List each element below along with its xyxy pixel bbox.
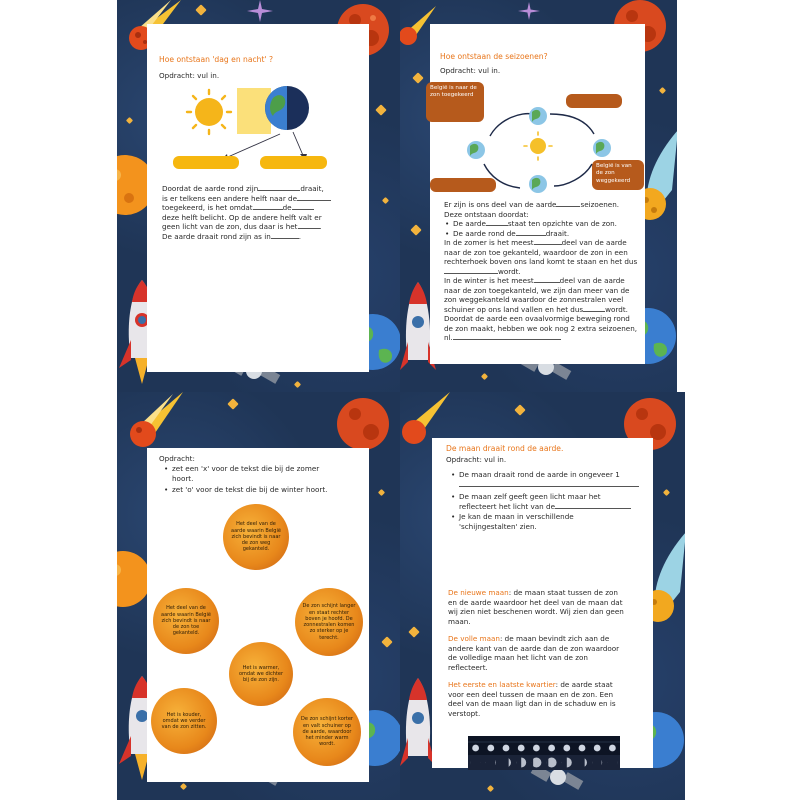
- instruction: Opdracht:: [159, 454, 195, 463]
- instruction-list: [163, 464, 333, 495]
- moon-phase-icon: [503, 745, 510, 752]
- list-item: • De maan zelf geeft geen licht maar het reflecteert het licht van de: [450, 492, 646, 511]
- answer-blank[interactable]: [555, 503, 631, 509]
- page-title: De maan draait rond de aarde.: [446, 444, 564, 453]
- text-line: In de winter is het meest deel van de aarde: [444, 276, 625, 285]
- moon-shadow: [607, 758, 617, 768]
- cause-list: [444, 219, 644, 238]
- worksheet-seasons: [400, 0, 677, 392]
- statement-ball[interactable]: Het deel van de aarde waarin België zich bevindt is naar de zon weg gekanteld.: [223, 504, 289, 570]
- moon-shadow: [531, 758, 533, 768]
- text-line: is er telkens een andere helft naar de: [162, 194, 362, 204]
- statement-ball[interactable]: De zon schijnt langer en staat rechter boven je hoofd. De zonnestralen komen zo sterker op je terecht.: [295, 588, 363, 656]
- moon-shadow: [592, 758, 601, 768]
- paragraph-full-moon: De volle maan: de maan bevindt zich aan de andere kant van de aarde dan de zon waardoor de volledige maan het licht van de zon reflecteert.: [448, 634, 620, 672]
- moon-phases-diagram: [468, 736, 620, 770]
- answer-bar-right[interactable]: [260, 156, 327, 169]
- list-item: • De aarde staat ten opzichte van de zon.: [444, 219, 644, 229]
- seasons-text: [444, 200, 644, 343]
- text-line: zon weggekanteld waardoor de zonnestralen veel: [444, 295, 624, 304]
- moon-shadow: [577, 758, 585, 768]
- moon-phase-icon: [609, 745, 616, 752]
- moon-shadow: [516, 758, 521, 768]
- sparkle-icon: [245, 0, 275, 22]
- answer-blank[interactable]: [253, 204, 283, 210]
- comet-icon: [121, 392, 183, 452]
- paragraph-new-moon: De nieuwe maan: de maan staat tussen de zon en de aarde waardoor het deel van de maan dat wij zien niet beschenen wordt. Wij zien dan geen maan.: [448, 588, 624, 626]
- list-item: • De maan draait rond de aarde in ongeveer 1: [450, 470, 646, 489]
- moon-list: [450, 470, 646, 531]
- answer-blank[interactable]: [516, 230, 546, 236]
- answer-blank[interactable]: [297, 195, 331, 201]
- moon-shadow: [547, 758, 549, 768]
- earth-icon: [529, 107, 547, 125]
- statement-ball[interactable]: De zon schijnt korter en valt schuiner op de aarde, waardoor het minder warm wordt.: [293, 698, 361, 766]
- answer-blank[interactable]: [298, 223, 320, 229]
- earth-icon: [467, 141, 485, 159]
- moon-phase-icon: [579, 745, 586, 752]
- text-line: rechterhoek boven ons land komt te staan en het dus: [444, 257, 638, 266]
- instruction: Opdracht: vul in.: [159, 71, 220, 80]
- text-line: wordt.: [444, 267, 644, 277]
- answer-blank[interactable]: [486, 220, 508, 226]
- moon-phases-text: [448, 588, 648, 718]
- text-line: deze helft belicht. Op de andere helft valt er: [162, 212, 322, 222]
- tag-away-sun: België is van de zon weggekeerd: [592, 160, 644, 190]
- earth-icon: [265, 86, 309, 130]
- answer-blank[interactable]: [453, 334, 561, 340]
- sparkle-icon: [518, 2, 540, 20]
- worksheet-page: [147, 24, 369, 372]
- moon-phase-icon: [594, 745, 601, 752]
- instruction: Opdracht: vul in.: [440, 66, 501, 75]
- answer-blank[interactable]: [258, 185, 300, 191]
- worksheet-page: [430, 24, 645, 364]
- text-line: De aarde draait rond zijn as in .: [162, 231, 302, 241]
- worksheet-page: [432, 438, 653, 768]
- statement-ball[interactable]: Het is kouder, omdat we verder van de zon zitten.: [151, 688, 217, 754]
- instruction: Opdracht: vul in.: [446, 455, 507, 464]
- moon-phase-icon: [472, 745, 479, 752]
- moon-phase-icon: [533, 745, 540, 752]
- fill-in-paragraph: [162, 184, 362, 241]
- paragraph-quarter-moon: Het eerste en laatste kwartier: de aarde staat voor een deel tussen de maan en de zon. Een deel van de maan ligt dan in de schaduw en is verstopt.: [448, 680, 616, 718]
- list-item: • De aarde rond de draait.: [444, 229, 644, 239]
- text-line: naar de zon toe gekanteld, waardoor de zon in een: [444, 247, 628, 257]
- text-line: geen licht van de zon, dus daar is het .: [162, 222, 322, 231]
- statement-ball[interactable]: Het is warmer, omdat we dichter bij de zon zijn.: [229, 642, 293, 706]
- moon-phase-icon: [518, 745, 525, 752]
- moon-phase-icon: [487, 745, 494, 752]
- worksheet-day-night: [117, 0, 400, 392]
- list-item: • zet een 'x' voor de tekst die bij de zomer hoort.: [163, 464, 333, 483]
- moon-shadow: [471, 758, 481, 768]
- text-line: naar de zon toegekanteld, we zijn dan meer van de: [444, 285, 630, 295]
- worksheet-summer-winter: [117, 392, 400, 800]
- moon-shadow: [562, 758, 567, 768]
- answer-bar-left[interactable]: [173, 156, 239, 169]
- text-line: Er zijn is ons deel van de aarde seizoenen.: [444, 200, 620, 209]
- sun-icon: [524, 132, 552, 160]
- page-title: Hoe ontstaan de seizoenen?: [440, 52, 548, 61]
- text-line: toegekeerd, is het omdat de: [162, 203, 362, 213]
- text-line: de zon maakt, hebben we ook nog 2 extra seizoenen,: [444, 323, 638, 333]
- answer-blank[interactable]: [292, 204, 314, 210]
- text-line: schuiner op ons land vallen en het dus wordt.: [444, 304, 628, 314]
- earth-icon: [593, 139, 611, 157]
- answer-blank[interactable]: [271, 233, 299, 239]
- answer-blank[interactable]: [583, 306, 605, 312]
- worksheet-moon: [400, 392, 685, 800]
- tag-toward-sun: België is naar de zon toegekeerd: [426, 82, 484, 122]
- text-line: nl.: [444, 333, 644, 343]
- moon-shadow: [501, 758, 509, 768]
- statement-ball[interactable]: Het deel van de aarde waarin België zich bevindt is naar de zon toe gekanteld.: [153, 588, 219, 654]
- page-title: Hoe ontstaan 'dag en nacht' ?: [159, 55, 274, 64]
- worksheet-page: [147, 448, 369, 782]
- moon-phase-icon: [563, 745, 570, 752]
- earth-icon: [529, 175, 547, 193]
- sun-icon: [187, 90, 231, 134]
- mars-planet-icon: [335, 396, 391, 452]
- list-item: • zet 'o' voor de tekst die bij de winter hoort.: [163, 485, 333, 495]
- answer-blank[interactable]: [459, 481, 639, 487]
- text-line: In de zomer is het meest deel van de aarde: [444, 238, 627, 247]
- text-line: Deze ontstaan doordat:: [444, 209, 529, 219]
- text-line: Doordat de aarde een ovaalvormige beweging rond: [444, 314, 630, 323]
- list-item: • Je kan de maan in verschillende 'schijngestalten' zien.: [450, 512, 646, 531]
- answer-blank[interactable]: [444, 268, 498, 274]
- text-line: Doordat de aarde rond zijn draait,: [162, 184, 324, 193]
- answer-blank[interactable]: [534, 277, 560, 283]
- answer-blank[interactable]: [556, 201, 580, 207]
- answer-blank[interactable]: [534, 239, 562, 245]
- seasons-orbit-diagram: [450, 104, 626, 194]
- moon-shadow: [486, 758, 495, 768]
- moon-phase-icon: [548, 745, 555, 752]
